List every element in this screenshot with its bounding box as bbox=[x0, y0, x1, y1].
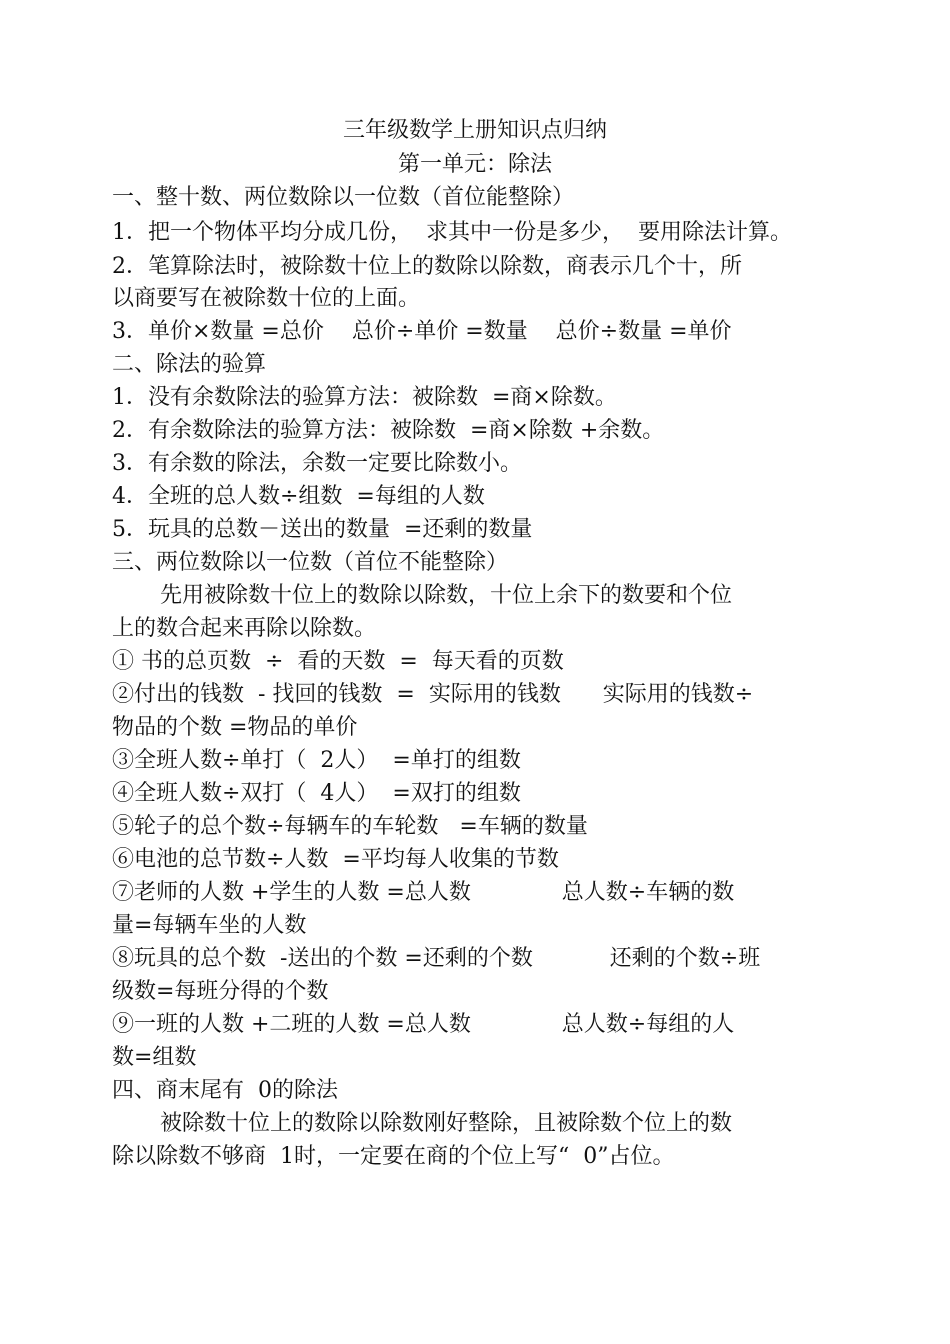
text-line: 数=组数 bbox=[112, 1045, 197, 1070]
text-line: 4．全班的总人数÷组数 =每组的人数 bbox=[112, 484, 485, 509]
text-line: 3．单价×数量 =总价 总价÷单价 =数量 总价÷数量 =单价 bbox=[112, 319, 732, 344]
text-line: ③全班人数÷单打（ 2人） =单打的组数 bbox=[112, 748, 521, 773]
text-line: 除以除数不够商 1时，一定要在商的个位上写“ 0”占位。 bbox=[112, 1144, 675, 1169]
text-line: 被除数十位上的数除以除数刚好整除，且被除数个位上的数 bbox=[160, 1111, 733, 1136]
text-line: 1．把一个物体平均分成几份， 求其中一份是多少， 要用除法计算。 bbox=[112, 220, 792, 245]
text-line: ⑤轮子的总个数÷每辆车的车轮数 =车辆的数量 bbox=[112, 814, 588, 839]
text-line: 2．有余数除法的验算方法：被除数 =商×除数 +余数。 bbox=[112, 418, 665, 443]
section-heading-3: 三、两位数除以一位数（首位不能整除） bbox=[112, 550, 509, 575]
text-line: ⑦老师的人数 +学生的人数 =总人数 总人数÷车辆的数 bbox=[112, 880, 735, 905]
text-line: 1．没有余数除法的验算方法：被除数 =商×除数。 bbox=[112, 385, 617, 410]
text-line: 5．玩具的总数－送出的数量 =还剩的数量 bbox=[112, 517, 533, 542]
section-heading-2: 二、除法的验算 bbox=[112, 352, 267, 377]
document-title: 三年级数学上册知识点归纳 bbox=[342, 118, 607, 143]
text-line: 先用被除数十位上的数除以除数，十位上余下的数要和个位 bbox=[160, 583, 733, 608]
text-line: ②付出的钱数 - 找回的钱数 = 实际用的钱数 实际用的钱数÷ bbox=[112, 682, 754, 707]
text-line: ⑧玩具的总个数 -送出的个数 =还剩的个数 还剩的个数÷班 bbox=[112, 946, 761, 971]
unit-heading: 第一单元：除法 bbox=[397, 152, 552, 177]
text-line: 2．笔算除法时，被除数十位上的数除以除数，商表示几个十，所 bbox=[112, 254, 742, 279]
text-line: ① 书的总页数 ÷ 看的天数 = 每天看的页数 bbox=[112, 649, 564, 674]
text-line: 级数=每班分得的个数 bbox=[112, 979, 329, 1004]
text-line: ⑥电池的总节数÷人数 =平均每人收集的节数 bbox=[112, 847, 559, 872]
text-line: 3．有余数的除法，余数一定要比除数小。 bbox=[112, 451, 522, 476]
section-heading-4: 四、商末尾有 0的除法 bbox=[112, 1078, 338, 1103]
text-line: 物品的个数 =物品的单价 bbox=[112, 715, 358, 740]
text-line: ⑨一班的人数 +二班的人数 =总人数 总人数÷每组的人 bbox=[112, 1012, 735, 1037]
section-heading-1: 一、整十数、两位数除以一位数（首位能整除） bbox=[112, 185, 575, 210]
text-line: 以商要写在被除数十位的上面。 bbox=[112, 286, 421, 311]
text-line: ④全班人数÷双打（ 4人） =双打的组数 bbox=[112, 781, 521, 806]
text-line: 量=每辆车坐的人数 bbox=[112, 913, 307, 938]
text-line: 上的数合起来再除以除数。 bbox=[112, 616, 377, 641]
